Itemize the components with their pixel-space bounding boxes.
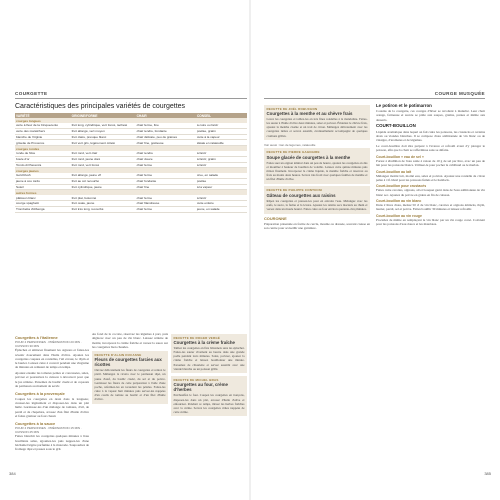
header-rule-left (15, 98, 247, 99)
table-cell: fruit long, cylindrique, vert foncé, tacheté (71, 123, 136, 128)
running-head-right: COURGE MUSQUÉE (434, 91, 485, 96)
page-number-left: 384 (9, 471, 16, 476)
table-cell: Gold Rush (15, 173, 71, 178)
table-cell: fruit allongé, jaune vif (71, 173, 136, 178)
left-column-2 (92, 332, 168, 406)
table-section-label: courges rondes (15, 146, 247, 151)
recipe-box-label: RECETTE DE PHILIPPE CONTICINI (266, 188, 322, 193)
table-cell: verte à fleur de la Cinquecento (15, 123, 71, 128)
table-cell: chair ferme (136, 173, 196, 178)
recipe-box (264, 105, 370, 141)
table-cell: chair fondante (136, 178, 196, 184)
table-cell: Trombetta d'Albenga (15, 206, 71, 212)
table-cell: à farcir (196, 162, 247, 168)
table-cell: chair fine, goûteuse (136, 140, 196, 146)
table-cell: fruit très long, recourbé (71, 206, 136, 212)
table-cell: fruit cylindrique, jaune (71, 184, 136, 190)
table-cell: fruit rond, jaune doré (71, 156, 136, 162)
right-column-1 (264, 103, 370, 232)
table-cell: fruit rond, vert foncé (71, 162, 136, 168)
recipe-box-title: Courgettes à la menthe et au chèvre frais (266, 111, 353, 116)
table-cell: verte des maraîchers (15, 128, 71, 134)
table-cell: fruit rond, vert clair (71, 151, 136, 156)
table-cell: courge spaghetti (15, 201, 71, 207)
section-heading: Courgettes à la sauce (15, 420, 56, 426)
table-cell: à la vapeur (196, 184, 247, 190)
table-cell: chair délicate, peu de graines (136, 134, 196, 140)
right-page (250, 0, 500, 500)
recipe-box (264, 186, 370, 213)
recipe-box-text: Faites suer un oignon émincé dans un peu de beurre, ajoutez les courgettes en dés et mouillez à hauteur de bouillon de volaille. Laissez cuire quinze minutes puis mixez finement. Incorporez la crème liquide, la menthe fraîche et réservez au frais au moins deux heures. Servez très froid avec quelques feuilles de menthe et un filet d'huile d'olive. (266, 160, 368, 182)
recipe-box-text: Ouvrez délicatement les fleurs de courgettes et retirez le pistil. Mélangez la ricotta avec le parmesan râpé, un jaune d'œuf, du basilic ciselé, du sel et du poivre. Garnissez les fleurs de cette préparation à l'aide d'une poche, refermez-les en torsadant les pétales. Faites-les cuire à la vapeur huit minutes puis servez-les nappées d'un coulis de tomate au basilic et d'un filet d'huile d'olive. (94, 368, 166, 402)
table-cell: grisette de Provence (15, 140, 71, 146)
body-paragraph: Faites cuire carottes, oignons, ail et bouquet garni dans de l'eau additionnée de vin blanc sec. Ajoutez du poivre en grains en fin de cuisson. (376, 188, 485, 197)
table-cell: cuite entière (196, 201, 247, 207)
table-cell: Tondo di Piacenza (15, 162, 71, 168)
body-paragraph: Coupez les courgettes en deux dans la longueur, creusez-les légèrement et disposez-les dans un plat huilé. Garnissez-les d'un mélange de tomates, d'ail, de persil et de chapelure, arrosez d'un filet d'huile d'olive et faites gratiner au four chaud. (15, 396, 89, 418)
subsection-heading: Court-bouillon au vin rouge (376, 213, 422, 218)
table-cell: à cuire ou farcir (196, 123, 247, 128)
column-header: VARIÉTÉ (15, 113, 71, 118)
table-cell: fruit au col recourbé (71, 178, 136, 184)
recipe-box-text: Taillez les courgettes en fins bâtonnets sans les éplucher. Faites-les sauter vivement au beurre dans une grande poêle pendant trois minutes. Salez, poivrez, ajoutez la crème fraîche et laissez bouillonner une minute. Parsemez de ciboulette et servez aussitôt avec une viande blanche ou un poisson grillé. (173, 346, 245, 371)
table-row (15, 206, 247, 212)
table-cell: pâtisson blanc (15, 195, 71, 200)
subsection-heading: Court-bouillon pour crustacés (376, 184, 427, 189)
recipe-meta: POUR 4 PERSONNES · PRÉPARATION 20 MIN · CUISSON 30 MIN (15, 340, 82, 349)
body-paragraph: Dans 2 litres d'eau, mettez 50 cl de vin blanc, carottes et oignons émincés, thym, laurier, persil, sel et poivre. Faites bouillir 30 minutes et laissez refroidir. (376, 203, 485, 212)
subsection-heading: Court-bouillon au vin blanc (376, 199, 422, 204)
table-section-label: courges jaunes (15, 168, 247, 173)
entry-title: Le potiron et le potimarron (376, 103, 432, 108)
table-cell: fruit claire, presque blanc (71, 134, 136, 140)
table-cell: fruit plat, festonné (71, 195, 136, 200)
varieties-table (15, 113, 247, 213)
recipe-box-text: Lavez les courgettes et taillez-les en très fines rondelles à la mandoline. Faites-les sauter à l'huile d'olive deux minutes, salez et poivrez. Émiettez le chèvre frais, ajoutez la menthe ciselée et un trait de citron. Mélangez délicatement avec les courgettes tièdes et servez aussitôt, éventuellement accompagné de quelques croûtons grillés. (266, 117, 368, 138)
right-column-2 (376, 103, 485, 228)
recipe-box-label: RECETTE D'ALAIN DUCASSE (94, 352, 142, 357)
table-cell: idéale en ratatouille (196, 140, 247, 146)
column-header: CONSEIL (196, 113, 247, 118)
recipe-box-label: RECETTE DE ROGER VERGÉ (173, 335, 221, 340)
subsection-heading: Court-bouillon au lait (376, 169, 412, 174)
body-paragraph: Préparation présentée en forme de cercle, moulée ou dressée, souvent creuse en son centre pour accueillir une garniture. (264, 222, 370, 231)
running-head-left: COURGETTE (15, 91, 48, 96)
entry-title: COURT-BOUILLON (376, 123, 416, 129)
table-cell: chair fine (136, 184, 196, 190)
table-cell: chair tendre, fondante (136, 128, 196, 134)
left-column-3 (171, 332, 247, 419)
recipe-box (171, 334, 247, 374)
table-cell: jaune à cou tordu (15, 178, 71, 184)
recipe-meta: POUR 4 PERSONNES · PRÉPARATION 15 MIN · CUISSON 25 MIN (15, 426, 82, 435)
table-cell: fruit vert gris, légèrement côtelé (71, 140, 136, 146)
recipe-box-label: RECETTE DE JOËL ROBUCHON (266, 106, 318, 111)
table-cell: poêlée, gratin (196, 128, 247, 134)
table-cell: ronde de Nice (15, 151, 71, 156)
body-paragraph: Ajoutez ensuite les tomates pelées et concassées, salez, poivrez et poursuivez la cuisson à découvert pour que le jus réduise. Parsemez de basilic ciselé et de copeaux de parmesan au moment de servir. (15, 371, 89, 389)
column-header: ORIGINE/FORME (71, 113, 136, 118)
recipe-box (264, 148, 370, 184)
table-cell: fruit ovale, jaune (71, 201, 136, 207)
table-cell: jeune, en salade (196, 206, 247, 212)
table-cell: poêlée (196, 178, 247, 184)
table-cell: crue, en salade (196, 173, 247, 178)
table-cell: chair douce (136, 156, 196, 162)
recipe-box (92, 351, 168, 404)
recipe-box-title: Soupe glacée de courgettes à la menthe (266, 154, 351, 160)
header-rule-right (264, 98, 485, 99)
table-cell: chair filandreuse (136, 201, 196, 207)
body-paragraph: Cousins de la courgette, ces courges d'hiver se récoltent à maturité. Leur chair orange, farineuse et sucrée se prête aux soupes, gratins, purées et même aux desserts. (376, 109, 485, 122)
section-heading: Courgettes à l'italienne (15, 334, 58, 340)
table-cell: à farcir, gratin (196, 156, 247, 162)
page-title: Caractéristiques des principales variétés de courgettes (15, 103, 186, 110)
table-cell: Soleil (15, 184, 71, 190)
table-cell: chair ferme (136, 162, 196, 168)
body-paragraph: Procédez de même en remplaçant le vin blanc par un vin rouge corsé. Convient pour les poissons d'eau douce et les matelotes. (376, 217, 485, 227)
table-cell: fruit allongé, vert moyen (71, 128, 136, 134)
recipe-box-title: Courgettes au four, crème d'herbes (173, 382, 228, 393)
recipe-box-title: Courgettes à la crème fraîche (173, 340, 235, 345)
body-paragraph: Au fond de la cocotte, réservez les légumes à part, puis déglacez avec un peu de vin blanc. Laissez réduire de moitié, incorporez la crème fraîche et versez la sauce sur les courgettes bien chaudes. (92, 332, 168, 349)
table-body (15, 118, 247, 212)
recipe-box-title: Fleurs de courgettes farcies aux ricottes (94, 357, 162, 368)
table-cell: chair ferme (136, 206, 196, 212)
section-heading: COURONNE (264, 216, 287, 222)
table-section-label: courges longues (15, 118, 247, 123)
table-cell: à farcir (196, 151, 247, 156)
body-paragraph: Liquide aromatique dans lequel on fait cuire les poissons, les crustacés et certains abats ou viandes blanches. Il se compose d'eau additionnée de vin blanc ou de vinaigre, d'aromates et de légumes. (376, 129, 485, 143)
body-paragraph: Faites blanchir les courgettes quelques minutes à l'eau bouillante salée, égouttez-les puis nappez-les d'une béchamel légère parfumée à la muscade. Saupoudrez de fromage râpé et passez sous le gril. (15, 434, 89, 452)
recipe-box-label: RECETTE DE PIERRE GAGNAIRE (266, 150, 320, 155)
column-header: CHAIR (136, 113, 196, 118)
body-paragraph: Épluchez et émincez finement les oignons et faites-les revenir doucement dans l'huile d'olive. Ajoutez les courgettes coupées en rondelles, l'ail écrasé, le thym et le laurier. Laissez cuire à couvert pendant une vingtaine de minutes en remuant de temps en temps. (15, 348, 89, 370)
table-section-label: autres formes (15, 190, 247, 195)
table-cell: cuite à la vapeur (196, 134, 247, 140)
body-paragraph: Portez à ébullition de l'eau salée à raison de 10 g de sel par litre, avec un peu de lait pour les poissons blancs. Utilisez-le pour pocher le cabillaud ou le merlan. (376, 158, 485, 168)
table-cell: chair ferme, fine (136, 123, 196, 128)
page-number-right: 385 (484, 471, 491, 476)
subsection-heading: Court-bouillon « eau de sel » (376, 154, 424, 159)
section-heading: Courgettes à la provençale (15, 390, 65, 396)
body-paragraph: Le court-bouillon doit être préparé à l'avance et refroidi avant d'y plonger le poisson, afin que la chair se raffermisse sans se défaire. (376, 143, 485, 153)
left-column-1 (15, 332, 89, 453)
recipe-box-text: Préchauffez le four. Coupez les courgettes en tronçons, disposez-les dans un plat, arrosez d'huile d'olive et enfournez. Pendant ce temps, mixez les herbes fraîches avec la crème. Servez les courgettes rôties nappées de cette crème. (173, 393, 245, 414)
recipe-box (171, 376, 247, 417)
recipe-box-text: Râpez les courgettes et pressez-les pour en extraire l'eau. Mélangez avec les œufs, le sucre, la farine et la levure. Ajoutez les raisins secs macérés au rhum et versez dans un moule beurré. Faites cuire au four environ quarante-cinq minutes. (266, 199, 368, 212)
recipe-box-label: RECETTE DE MICHEL BRAS (173, 377, 219, 382)
table-cell: chair tendre (136, 151, 196, 156)
table-cell: chair ferme (136, 195, 196, 200)
table-cell: boule d'or (15, 156, 71, 162)
recipe-meta: Voir aussi : tian de légumes, ratatouille (264, 142, 316, 147)
table-cell: blanche de Virginie (15, 134, 71, 140)
table-cell: à farcir (196, 195, 247, 200)
recipe-box-title: Gâteau de courgettes aux raisins (266, 192, 336, 198)
body-paragraph: Mélangez moitié lait, moitié eau, salez et poivrez. Ajoutez une rondelle de citron pelée à vif. Idéal pour les poissons fumés et le haddock. (376, 173, 485, 182)
